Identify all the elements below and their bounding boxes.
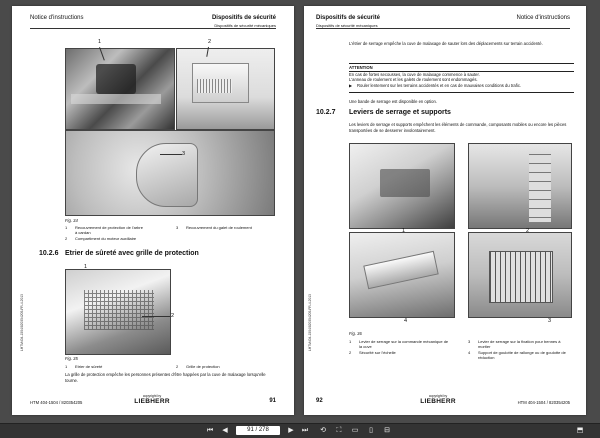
legend-text: Levier de serrage sur la fixation pour bennes à mortier <box>478 339 561 349</box>
leader-line <box>142 316 170 317</box>
legend-text: Sécurité sur l'échelle <box>359 350 396 355</box>
attention-title: ATTENTION <box>349 65 373 70</box>
fig36-legend-right <box>468 339 568 363</box>
last-page-icon[interactable]: ⏭ <box>301 427 309 434</box>
fig36-label-4: 4 <box>404 318 408 324</box>
attention-action: Rouler lentement sur les terrains accidentés et en cas de mauvaises conditions du trafic. <box>357 83 522 88</box>
rotate-icon[interactable]: ⟲ <box>320 427 326 434</box>
two-page-icon[interactable]: ⊟ <box>384 427 390 434</box>
chute-photo <box>349 232 455 318</box>
legend-text: Recouvrement du galet de roulement <box>186 225 252 230</box>
engine-photo <box>65 48 175 130</box>
lever-photo-1 <box>349 143 455 229</box>
fit-page-icon[interactable]: ▯ <box>369 427 373 434</box>
legend-num: 1 <box>349 339 352 344</box>
leader-line <box>160 154 182 155</box>
arrow-icon: ▶ <box>349 83 353 88</box>
header-left: Dispositifs de sécurité <box>316 15 381 21</box>
header-right: Notice d'instructions <box>516 15 570 21</box>
previous-page-icon[interactable]: ◀ <box>222 427 228 434</box>
fig36-legend-left <box>349 339 459 363</box>
legend-num: 1 <box>65 225 68 230</box>
subheader: Dispositifs de sécurité mécaniques <box>214 23 276 28</box>
sidebar-toggle-icon[interactable]: ⬒ <box>576 427 584 434</box>
legend-num: 4 <box>468 350 471 355</box>
first-page-icon[interactable]: ⏮ <box>206 427 214 434</box>
attention-line-2: L'anneau de roulement et les galets de roulement sont endommagés. <box>349 77 478 82</box>
copyright: copyright by <box>142 394 162 398</box>
fig36-label-1: 1 <box>402 228 406 234</box>
section-number: 10.2.7 <box>316 109 336 116</box>
legend-text: Support de goulotte de rallonge ou de goulotte de réduction <box>478 350 566 360</box>
liebherr-logo: LIEBHERR <box>134 398 170 405</box>
liebherr-logo: LIEBHERR <box>420 398 456 405</box>
legend-text: Grille de protection <box>186 364 220 369</box>
intro-text: L'étrier de serrage empêche la cuve de malaxage de sauter lors des déplacements sur terrain accidenté. <box>349 41 543 46</box>
left-page <box>12 6 294 415</box>
section-title: Etrier de sûreté avec grille de protection <box>65 250 199 257</box>
option-text: Une bande de serrage est disponible en option. <box>349 99 438 104</box>
header-rule <box>316 28 570 29</box>
section-body: Les leviers de serrage et supports empêchent les éléments de commande, composants mobiles ou encore les pièces transportées de se desserrer involontairement. <box>349 122 567 133</box>
footer-code: HTM 404-1504 / 820354205 <box>30 400 83 405</box>
fig34-label-2: 2 <box>208 39 212 45</box>
fig35-caption: Fig. 35 <box>65 356 78 361</box>
legend-num: 2 <box>176 364 179 369</box>
side-code: LHTM404-1504/820354205-FR-4.2013 <box>308 293 312 351</box>
fig34-legend-right <box>176 225 276 235</box>
fig34-caption: Fig. 34 <box>65 218 78 223</box>
fig34-label-3: 3 <box>182 151 186 157</box>
fig35-label-1: 1 <box>84 264 88 270</box>
page-number-input[interactable]: 91 / 278 <box>236 426 280 435</box>
legend-num: 3 <box>176 225 179 230</box>
attention-rule-top <box>349 63 574 64</box>
fig34-label-1: 1 <box>98 39 102 45</box>
fig36-label-3: 3 <box>548 318 552 324</box>
fig35-legend-left <box>65 364 165 370</box>
section-title: Leviers de serrage et supports <box>349 109 451 116</box>
fullscreen-icon[interactable]: ⛶ <box>336 427 342 434</box>
legend-num: 1 <box>65 364 68 369</box>
legend-num: 3 <box>468 339 471 344</box>
attention-line-1: En cas de fortes secousses, la cuve de malaxage commence à sauter. <box>349 72 480 77</box>
fig36-label-2: 2 <box>526 228 530 234</box>
attention-rule-bottom <box>349 92 574 93</box>
section-number: 10.2.6 <box>39 250 59 257</box>
footer-code: HTM 404-1504 / 820354205 <box>517 400 570 405</box>
legend-text: Etrier de sûreté <box>75 364 103 369</box>
legend-text: Levier de serrage sur la commande mécanique de la cuve <box>359 339 449 349</box>
viewer-toolbar <box>0 423 600 438</box>
header-left: Notice d'instructions <box>30 15 84 21</box>
mortar-bracket-photo <box>468 232 572 318</box>
next-page-icon[interactable]: ▶ <box>288 427 294 434</box>
legend-text: Recouvrement de protection de l'arbre à cardan <box>75 225 143 235</box>
compartment-photo <box>176 48 275 130</box>
fig35-legend-right <box>176 364 276 370</box>
fig35-label-2: 2 <box>171 313 175 319</box>
ladder-photo <box>468 143 572 229</box>
body-text: La grille de protection empêche les personnes présentes d'être happées par la cuve de malaxage lorsqu'elle tourne. <box>65 372 266 383</box>
legend-num: 2 <box>65 236 68 241</box>
fig34-legend-left <box>65 225 175 247</box>
legend-text: Compartiment du moteur auxiliaire <box>75 236 137 241</box>
right-page <box>304 6 586 415</box>
attention-box <box>349 63 574 101</box>
copyright: copyright by <box>428 394 448 398</box>
fig36-caption: Fig. 36 <box>349 331 362 336</box>
header-rule <box>30 28 276 29</box>
grille-photo <box>65 269 171 355</box>
page-number: 91 <box>269 398 276 404</box>
page-number: 92 <box>316 398 323 404</box>
legend-num: 2 <box>349 350 352 355</box>
subheader: Dispositifs de sécurité mécaniques <box>316 23 378 28</box>
roller-photo <box>65 130 275 216</box>
header-right: Dispositifs de sécurité <box>211 15 276 21</box>
side-code: LHTM404-1504/820354205-FR-4.2013 <box>20 293 24 351</box>
fit-width-icon[interactable]: ▭ <box>351 427 359 434</box>
